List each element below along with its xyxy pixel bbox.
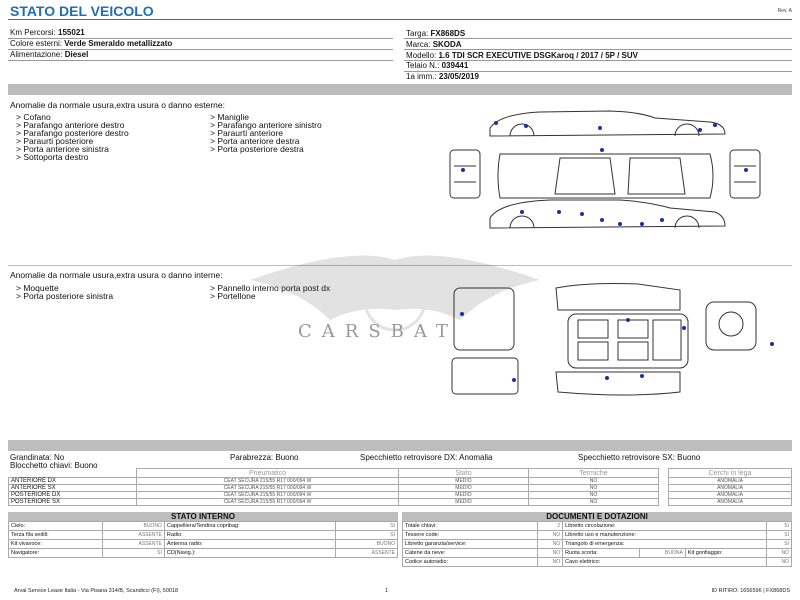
damage-marker: [640, 222, 644, 226]
cell: NO: [537, 540, 562, 549]
tyre-header: Pneumatico: [137, 469, 399, 478]
damage-marker: [524, 124, 528, 128]
footer-id: ID RITIRO: 1656596 | FX868DS: [711, 588, 790, 594]
table-row: [9, 531, 398, 540]
plate-row: Targa: FX868DS: [406, 29, 466, 38]
damage-marker: [770, 342, 774, 346]
external-heading: Anomalie da normale usura,extra usura o danno esterne:: [10, 100, 225, 110]
damage-marker: [605, 376, 609, 380]
internal-list-1: [16, 284, 113, 300]
table-row: [403, 531, 792, 540]
list-item: > Porta anteriore sinistra: [16, 144, 109, 154]
cell: Libretto uso e manutenzione:: [563, 531, 767, 540]
km-row: Km Percorsi: 155021: [10, 28, 85, 37]
list-item: > Paraurti anteriore: [210, 128, 283, 138]
damage-marker: [744, 168, 748, 172]
revision-label: Rev. A: [777, 8, 792, 14]
list-item: > Sottoporta destro: [16, 152, 89, 162]
tyre-model: CEAT SECURA 215/55 R17 000/094 W: [137, 485, 399, 492]
damage-marker: [713, 123, 717, 127]
table-row: [9, 478, 792, 485]
damage-marker: [600, 218, 604, 222]
table-row: [9, 492, 792, 499]
cell: Navigatore:: [9, 549, 103, 558]
cell: BUONO: [102, 522, 164, 531]
tyre-pos: ANTERIORE SX: [9, 485, 137, 492]
registration-row: 1a imm.: 23/05/2019: [406, 72, 479, 81]
cell: SI: [335, 531, 397, 540]
table-row: [403, 549, 792, 558]
cell: Totale chiavi:: [403, 522, 538, 531]
damage-marker: [618, 222, 622, 226]
divider: [8, 60, 393, 61]
damage-marker: [580, 212, 584, 216]
cell: SI: [102, 549, 164, 558]
list-item: > Parafango anteriore sinistro: [210, 120, 322, 130]
table-row: [9, 549, 398, 558]
tyre-state: MEDIO: [399, 478, 529, 485]
list-item: > Parafango anteriore destro: [16, 120, 125, 130]
table-row: [9, 522, 398, 531]
tyre-model: CEAT SECURA 215/55 R17 000/094 W: [137, 478, 399, 485]
tyre-pos: POSTERIORE SX: [9, 499, 137, 506]
tyre-pos: POSTERIORE DX: [9, 492, 137, 499]
list-item: > Porta posteriore destra: [210, 144, 304, 154]
footer-page: 1: [385, 588, 389, 594]
tyre-state: MEDIO: [399, 492, 529, 499]
cell: NO: [766, 558, 791, 567]
damage-marker: [557, 210, 561, 214]
damage-marker: [494, 121, 498, 125]
watermark-text: CARSBAT: [298, 321, 458, 342]
cell: Ruota scorta:: [563, 549, 639, 558]
cell: Catene da neve:: [403, 549, 538, 558]
tyre-model: CEAT SECURA 215/55 R17 000/094 W: [137, 492, 399, 499]
cell: Cappelliera/Tendina copribag:: [164, 522, 335, 531]
table-row: [9, 499, 792, 506]
divider: [404, 38, 792, 39]
keylock-check: Blocchetto chiavi: Buono: [10, 461, 98, 470]
damage-marker: [640, 374, 644, 378]
list-item: > Porta anteriore destra: [210, 136, 300, 146]
cell: ASSENTE: [335, 549, 397, 558]
list-item: > Portellone: [210, 291, 256, 301]
damage-marker: [520, 210, 524, 214]
interior-table: [8, 521, 398, 558]
winter-header: Termiche: [529, 469, 659, 478]
chassis-row: Telaio N.: 039441: [406, 61, 469, 70]
external-list-2: [210, 113, 322, 153]
external-list-1: [16, 113, 129, 161]
tyre-pos: ANTERIORE DX: [9, 478, 137, 485]
damage-marker: [600, 148, 604, 152]
damage-marker: [512, 378, 516, 382]
tyre-winter: NO: [529, 499, 659, 506]
damage-marker: [461, 168, 465, 172]
rim-header: Cerchi in lega: [669, 469, 792, 478]
cell: SI: [766, 540, 791, 549]
fuel-row: Alimentazione: Diesel: [10, 50, 89, 59]
cell: NO: [537, 531, 562, 540]
section-bar: [8, 84, 792, 95]
cell: BUONO: [335, 540, 397, 549]
internal-heading: Anomalie da normale usura,extra usura o danno interne:: [10, 270, 223, 280]
cell: Antenna radio:: [164, 540, 335, 549]
cell: Kit vivavoce:: [9, 540, 103, 549]
cell: Tessere code:: [403, 531, 538, 540]
interior-heading: STATO INTERNO: [8, 512, 398, 521]
cell: CD(Navig.):: [164, 549, 335, 558]
damage-marker: [598, 126, 602, 130]
cell: SI: [766, 522, 791, 531]
list-item: > Pannello interno porta post dx: [210, 283, 331, 293]
cell: SI: [335, 522, 397, 531]
damage-marker: [660, 218, 664, 222]
model-row: Modello: 1.6 TDI SCR EXECUTIVE DSGKaroq / 2017 / 5P / SUV: [406, 51, 638, 60]
table-row: [9, 540, 398, 549]
table-row: [403, 540, 792, 549]
tyre-winter: NO: [529, 485, 659, 492]
damage-marker: [460, 312, 464, 316]
tyre-rim: ANOMALIA: [669, 478, 792, 485]
tyre-state: MEDIO: [399, 485, 529, 492]
title-divider: [8, 19, 792, 20]
color-row: Colore esterni: Verde Smeraldo metallizzato: [10, 39, 173, 48]
cell: Radio:: [164, 531, 335, 540]
cell: ASSENTE: [102, 540, 164, 549]
list-item: > Parafango posteriore destro: [16, 128, 129, 138]
cell: Codice autoradio:: [403, 558, 538, 567]
section-bar: [8, 440, 792, 451]
tyre-rim: ANOMALIA: [669, 492, 792, 499]
mirror-sx-check: Specchietto retrovisore SX: Buono: [578, 453, 701, 462]
cell: Triangolo di emergenza:: [563, 540, 767, 549]
tyre-winter: NO: [529, 492, 659, 499]
cell: BUONA: [639, 549, 685, 558]
table-row: [403, 558, 792, 567]
hail-check: Grandinata: No: [10, 453, 65, 462]
cell: NO: [537, 549, 562, 558]
list-item: > Porta posteriore sinistra: [16, 291, 114, 301]
cell: ASSENTE: [102, 531, 164, 540]
cell: Cavo elettrico:: [563, 558, 767, 567]
car-interior-diagram: [448, 280, 788, 400]
tyre-rim: ANOMALIA: [669, 499, 792, 506]
car-exterior-diagram: [440, 106, 770, 236]
damage-marker: [682, 326, 686, 330]
cell: Libretto circolazione:: [563, 522, 767, 531]
mirror-dx-check: Specchietto retrovisore DX: Anomalia: [360, 453, 493, 462]
damage-marker: [698, 128, 702, 132]
tyre-rim: ANOMALIA: [669, 485, 792, 492]
cell: NO: [766, 549, 791, 558]
cell: Kit gonfiaggio:: [685, 549, 766, 558]
state-header: Stato: [399, 469, 529, 478]
footer-company: Arval Service Lease Italia - Via Pisana 314/B, Scandicci (FI), 50018: [14, 588, 179, 594]
table-row: [403, 522, 792, 531]
divider: [404, 49, 792, 50]
tyres-table: [8, 468, 792, 506]
tyre-state: MEDIO: [399, 499, 529, 506]
cell: Terza fila sedili:: [9, 531, 103, 540]
cell: Libretto garanzia/service:: [403, 540, 538, 549]
cell: Cielo:: [9, 522, 103, 531]
list-item: > Paraurti posteriore: [16, 136, 94, 146]
tyre-model: CEAT SECURA 215/55 R17 000/094 W: [137, 499, 399, 506]
page-title: STATO DEL VEICOLO: [10, 3, 154, 19]
list-item: > Cofano: [16, 112, 51, 122]
tyre-winter: NO: [529, 478, 659, 485]
damage-marker: [626, 318, 630, 322]
list-item: > Maniglie: [210, 112, 249, 122]
list-item: > Moquette: [16, 283, 59, 293]
documents-heading: DOCUMENTI E DOTAZIONI: [402, 512, 792, 521]
cell: 2: [537, 522, 562, 531]
table-row: [9, 485, 792, 492]
windshield-check: Parabrezza: Buono: [230, 453, 299, 462]
brand-row: Marca: SKODA: [406, 40, 462, 49]
documents-table: [402, 521, 792, 567]
cell: SI: [766, 531, 791, 540]
cell: NO: [537, 558, 562, 567]
